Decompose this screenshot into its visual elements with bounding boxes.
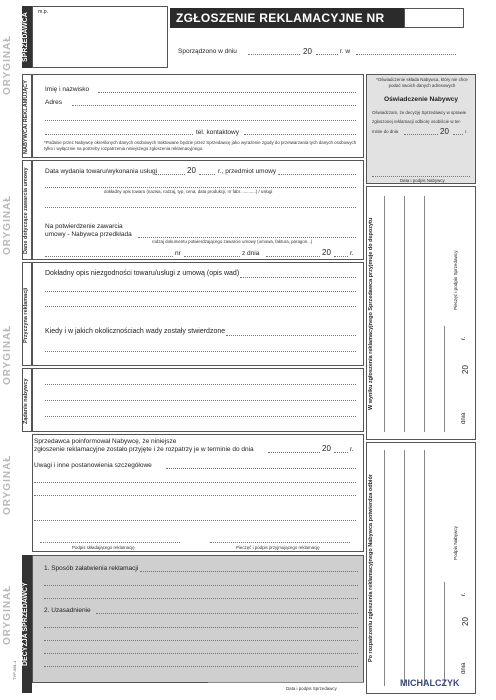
depozyt-col-line-3[interactable] — [424, 196, 425, 432]
poinformowal-line2: zgłoszenie reklamacyjne zostało przyjęte i że rozpatrzy je w terminie do dnia — [34, 446, 254, 453]
termin-year: 20 — [322, 444, 331, 453]
adres-label: Adres — [45, 99, 62, 106]
decyzja-sign-line[interactable] — [208, 682, 364, 683]
z-dnia-year: 20 — [322, 248, 331, 257]
uzasadnienie-label: 2. Uzasadnienie — [44, 607, 91, 614]
zadanie-line-2[interactable] — [45, 400, 356, 401]
termin-r: r. — [350, 446, 354, 453]
watermark-text: ORYGINAŁ — [2, 454, 13, 516]
uwagi-line-1[interactable] — [34, 482, 356, 483]
adres-line[interactable] — [72, 105, 356, 106]
uzasadnienie-line-2[interactable] — [44, 640, 358, 641]
oswiadczenie-note: *Oświadczenie składa Nabywca, który nie chce podać swoich danych adresowych — [376, 77, 468, 88]
potwierdzenie-line[interactable] — [138, 237, 356, 238]
sposob-line-0[interactable] — [140, 571, 358, 572]
decyzja-signature: Data i podpis Sprzedawcy — [286, 686, 337, 691]
sig-sprzedawca-caption: Pieczęć i podpis przyjmującego reklamację — [236, 545, 320, 550]
przedmiot-line[interactable] — [278, 174, 356, 175]
section-label-dane: Dane dotyczące zawarcia umowy — [22, 160, 32, 260]
data-wydania-label: Data wydania towaru/wykonania usługi — [45, 168, 158, 175]
place-line[interactable] — [356, 54, 456, 55]
oswiadczenie-text3: minie do dnia — [372, 129, 399, 134]
year-line[interactable] — [316, 54, 338, 55]
sposob-line-2[interactable] — [44, 598, 358, 599]
depozyt-dnia: dnia — [461, 412, 467, 424]
section-label-decyzja: DECYZJA SPRZEDAWCY — [22, 555, 32, 693]
nr-line[interactable] — [184, 256, 240, 257]
oswiadczenie-date-line[interactable] — [404, 134, 438, 135]
umowa-line-1[interactable] — [45, 187, 356, 188]
page-title: ZGŁOSZENIE REKLAMACYJNE NR — [176, 11, 385, 25]
oswiadczenie-text1: Oświadczam, że decyzję Sprzedawcy w sprawie — [372, 110, 467, 115]
kiedy-line-0[interactable] — [226, 335, 356, 336]
form-code: TYP-681-1 — [12, 660, 17, 680]
z-dnia-year-line[interactable] — [334, 256, 348, 257]
data-wydania-year-line[interactable] — [199, 174, 215, 175]
watermark-text: ORYGINAŁ — [2, 194, 13, 256]
oswiadczenie-r: r. — [465, 129, 468, 134]
odbior-col-line-3[interactable] — [424, 450, 425, 686]
watermark-text: ORYGINAŁ — [2, 584, 13, 646]
date-line[interactable] — [248, 54, 300, 55]
opis-line-2[interactable] — [45, 306, 356, 307]
oswiadczenie-year: 20 — [440, 127, 449, 136]
odbior-year: 20 — [461, 617, 470, 626]
number-field[interactable] — [404, 8, 464, 28]
sposob-label: 1. Sposób załatwienia reklamacji — [44, 565, 139, 572]
sporzadzono-label: Sporządzono w dniu — [178, 48, 237, 55]
odbior-label: Po rozpatrzeniu zgłoszenia reklamacyjnego Nabywca potwierdza odbiór — [368, 474, 374, 662]
oswiadczenie-title: Oświadczenie Nabywcy — [384, 96, 459, 103]
mp-label: m.p. — [38, 9, 49, 15]
watermark-strip — [0, 0, 22, 700]
uzasadnienie-line-3[interactable] — [44, 653, 358, 654]
odbior-dnia: dnia — [461, 662, 467, 674]
sposob-line-1[interactable] — [44, 585, 358, 586]
odbior-col-line-4[interactable] — [444, 582, 445, 686]
rw-label: r. w — [340, 48, 351, 55]
depozyt-r: r. — [461, 336, 467, 340]
kiedy-label: Kiedy i w jakich okolicznościach wady zostały stwierdzone — [45, 328, 226, 335]
adres-line-2[interactable] — [45, 120, 356, 121]
imie-label: Imię i nazwisko — [45, 86, 90, 93]
z-dnia-label: z dnia — [242, 250, 260, 257]
uzasadnienie-line-4[interactable] — [44, 666, 358, 667]
uwagi-line-0[interactable] — [166, 468, 356, 469]
stamp-box[interactable] — [32, 6, 168, 68]
section-label-nabywca: NABYWCA/ REKLAMUJĄCY — [22, 74, 32, 158]
opis-line-1[interactable] — [45, 291, 356, 292]
doc-line[interactable] — [45, 256, 173, 257]
data-wydania-year: 20 — [187, 166, 196, 175]
kiedy-line-1[interactable] — [45, 351, 356, 352]
depozyt-col-line-2[interactable] — [404, 196, 405, 432]
adres-line-3[interactable] — [45, 134, 193, 135]
tel-line[interactable] — [244, 134, 356, 135]
rodzaj-caption: rodzaj dokumentu potwierdzającego zawarcie umowy (umowa, faktura, paragon...) — [152, 239, 313, 244]
oswiadczenie-signature: Data i podpis Nabywcy — [400, 178, 445, 183]
data-wydania-line[interactable] — [155, 174, 185, 175]
depozyt-col-line-4[interactable] — [444, 326, 445, 432]
watermark-text: ORYGINAŁ — [2, 324, 13, 386]
poinformowal-line1: Sprzedawca poinformował Nabywcę, że niniejsze — [34, 438, 177, 445]
section-label-zadanie: Żądanie nabywcy — [22, 368, 32, 432]
rodo-note: *Podanie przez Nabywcę określonych danych osobowych traktowane będzie przez Sprzedawcę jako wyrażenie zgody do przetwarzania tych danych osobowych tylko i wyłącznie na potrzeby rozpatrzenia niniejszego zgłoszenia reklamacyjnego. — [44, 140, 357, 151]
imie-line[interactable] — [98, 92, 356, 93]
sig-nabywca-caption: Podpis składającego reklamację — [72, 545, 135, 550]
zadanie-line-3[interactable] — [45, 416, 356, 417]
oswiadczenie-sign-line[interactable] — [372, 176, 470, 177]
watermark-text: ORYGINAŁ — [2, 34, 13, 96]
tel-label: tel. kontaktowy — [196, 129, 239, 136]
depozyt-box — [366, 186, 476, 440]
section-label-przyczyna: Przyczyna reklamacji — [22, 262, 32, 366]
uzasadnienie-line-1[interactable] — [44, 627, 358, 628]
potwierdzenie-label-1: Na potwierdzenie zawarcia — [45, 223, 123, 230]
section-label-sprzedawca: SPRZEDAWCA — [22, 6, 32, 68]
termin-line[interactable] — [268, 452, 320, 453]
z-dnia-line[interactable] — [266, 256, 320, 257]
zadanie-line-1[interactable] — [45, 384, 356, 385]
uwagi-line-2[interactable] — [34, 495, 356, 496]
umowa-line-2[interactable] — [45, 207, 356, 208]
opis-line-0[interactable] — [240, 277, 356, 278]
przedmiot-label: r., przedmiot umowy — [218, 168, 277, 175]
uwagi-line-3[interactable] — [34, 520, 356, 521]
publisher-logo: MICHALCZYK — [400, 678, 460, 688]
potwierdzenie-label-2: umowy - Nabywca przedkłada — [45, 231, 132, 238]
termin-year-line[interactable] — [334, 452, 348, 453]
z-dnia-r: r. — [350, 250, 354, 257]
depozyt-year: 20 — [461, 365, 470, 374]
oswiadczenie-text2: zgłoszonej reklamacji odbiorę osobiście w ter- — [372, 119, 462, 124]
sig-nabywca-line[interactable] — [40, 542, 180, 543]
depozyt-label: W wyniku zgłoszenia reklamacyjnego Sprzedawca przyjmuje do depozytu — [368, 217, 374, 411]
sig-sprzedawca-line[interactable] — [210, 542, 350, 543]
podpis-nabywcy-caption: Podpis Nabywcy — [453, 526, 458, 560]
dokladny-caption: dokładny opis towaru (nazwa, rodzaj, typ, cena, data produkcji, nr fabr. ...........) / usługi — [104, 189, 273, 194]
uwagi-label: Uwagi i inne postanowienia szczegółowe — [34, 462, 152, 469]
odbior-col-line-2[interactable] — [404, 450, 405, 686]
nr-label: nr — [175, 250, 181, 257]
odbior-col-line-1[interactable] — [384, 450, 385, 686]
pieczec-caption: Pieczęć i podpis Sprzedawcy — [453, 250, 458, 310]
uzasadnienie-line-0[interactable] — [96, 613, 358, 614]
decyzja-box — [32, 555, 364, 683]
year-prefix: 20 — [303, 47, 312, 56]
depozyt-col-line-1[interactable] — [384, 196, 385, 432]
umowa-box — [32, 160, 364, 260]
opis-label: Dokładny opis niezgodności towaru/usługi z umową (opis wad) — [45, 270, 240, 277]
oswiadczenie-year-line[interactable] — [453, 134, 463, 135]
odbior-r: r. — [461, 592, 467, 596]
odbior-box — [366, 442, 476, 694]
